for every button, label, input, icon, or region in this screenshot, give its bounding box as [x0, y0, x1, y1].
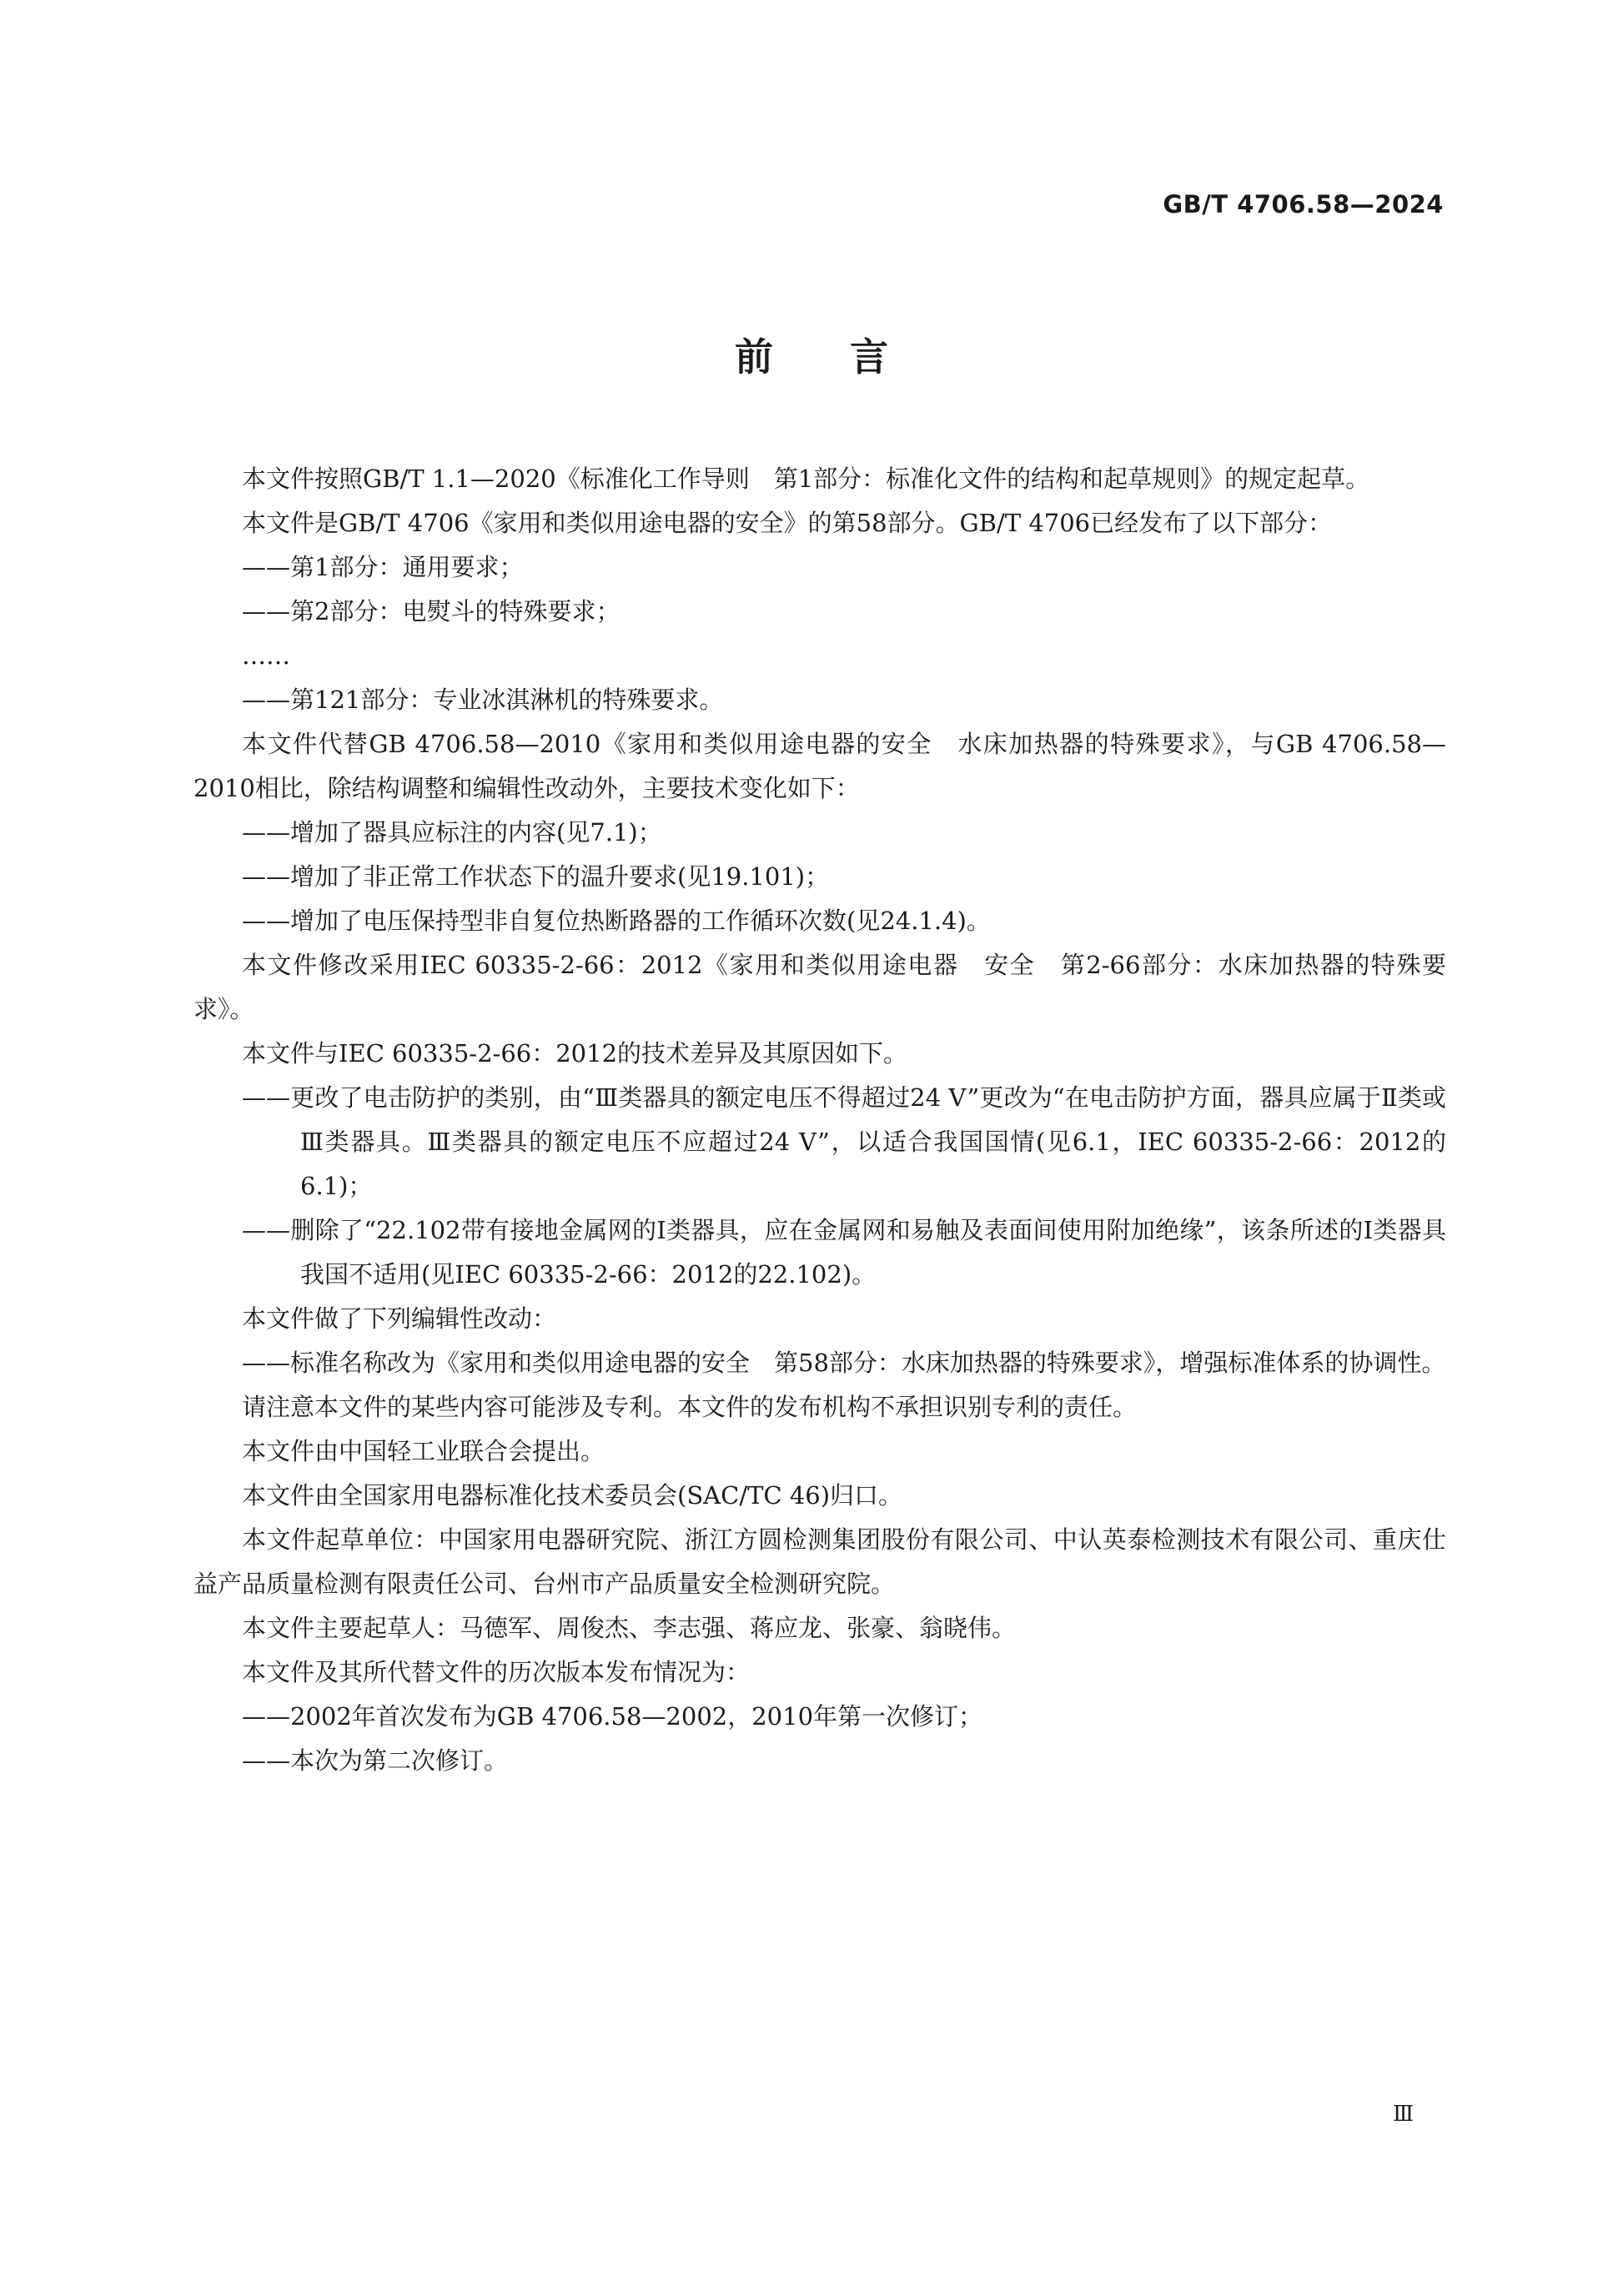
paragraph-drafting-units: 本文件起草单位：中国家用电器研究院、浙江方圆检测集团股份有限公司、中认英泰检测技术有限公司、重庆仕益产品质量检测有限责任公司、台州市产品质量安全检测研究院。	[193, 1525, 1446, 1598]
list-item-editorial-title: ——标准名称改为《家用和类似用途电器的安全 第58部分：水床加热器的特殊要求》，增强标准体系的协调性。	[242, 1349, 1446, 1377]
paragraph-editorial: 本文件做了下列编辑性改动：	[242, 1304, 557, 1333]
list-item-change-cutout: ——增加了电压保持型非自复位热断路器的工作循环次数(见24.1.4)。	[242, 907, 991, 935]
standard-number: GB/T 4706.58—2024	[1163, 190, 1444, 219]
paragraph-history: 本文件及其所代替文件的历次版本发布情况为：	[242, 1658, 751, 1686]
list-item-history-current: ——本次为第二次修订。	[242, 1746, 509, 1775]
list-item-history-2002: ——2002年首次发布为GB 4706.58—2002，2010年第一次修订；	[242, 1702, 983, 1731]
paragraph-series-part: 本文件是GB/T 4706《家用和类似用途电器的安全》的第58部分。GB/T 4706已经发布了以下部分：	[242, 509, 1333, 537]
foreword-body	[193, 457, 1446, 1783]
paragraph-committee: 本文件由全国家用电器标准化技术委员会(SAC/TC 46)归口。	[242, 1481, 903, 1510]
paragraph-replaces: 本文件代替GB 4706.58—2010《家用和类似用途电器的安全 水床加热器的特殊要求》，与GB 4706.58—2010相比，除结构调整和编辑性改动外，主要技术变化如下：	[193, 730, 1446, 802]
paragraph-proposed-by: 本文件由中国轻工业联合会提出。	[242, 1437, 605, 1465]
list-item-difference-protection: ——更改了电击防护的类别，由“Ⅲ类器具的额定电压不得超过24 V”更改为“在电击防护方面，器具应属于Ⅱ类或Ⅲ类器具。Ⅲ类器具的额定电压不应超过24 V”，以适合我国国情(见6.1，IEC 60335-2-66：2012的6.1)；	[242, 1083, 1446, 1200]
paragraph-drafting-rules: 本文件按照GB/T 1.1—2020《标准化工作导则 第1部分：标准化文件的结构和起草规则》的规定起草。	[242, 465, 1370, 493]
list-item-difference-deleted: ——删除了“22.102带有接地金属网的Ⅰ类器具，应在金属网和易触及表面间使用附加绝缘”，该条所述的Ⅰ类器具我国不适用(见IEC 60335-2-66：2012的22.102)。	[242, 1216, 1446, 1289]
paragraph-adoption: 本文件修改采用IEC 60335-2-66：2012《家用和类似用途电器 安全 第2-66部分：水床加热器的特殊要求》。	[193, 951, 1446, 1023]
paragraph-patent: 请注意本文件的某些内容可能涉及专利。本文件的发布机构不承担识别专利的责任。	[242, 1393, 1138, 1421]
page-title: 前言	[735, 334, 965, 379]
list-item-part-2: ——第2部分：电熨斗的特殊要求；	[242, 597, 621, 625]
paragraph-differences: 本文件与IEC 60335-2-66：2012的技术差异及其原因如下。	[242, 1039, 908, 1068]
list-item-change-temperature: ——增加了非正常工作状态下的温升要求(见19.101)；	[242, 862, 830, 891]
list-item-change-marking: ——增加了器具应标注的内容(见7.1)；	[242, 818, 662, 847]
paragraph-drafters: 本文件主要起草人：马德军、周俊杰、李志强、蒋应龙、张豪、翁晓伟。	[242, 1614, 1017, 1642]
page-number: Ⅲ	[1393, 2102, 1414, 2127]
list-item-part-1: ——第1部分：通用要求；	[242, 553, 524, 581]
list-item-part-121: ——第121部分：专业冰淇淋机的特殊要求。	[242, 686, 724, 714]
list-ellipsis: ……	[242, 641, 290, 670]
